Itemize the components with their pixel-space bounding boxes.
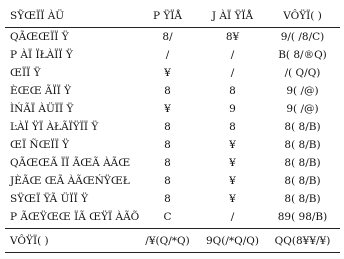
header-cell-col2: J ÀÏ ŸÏÅ: [211, 10, 254, 22]
row-cell-category: QÃŒŒÏÏ Ÿ: [10, 31, 69, 43]
row-cell-col1: /: [165, 49, 170, 61]
table-row: [5, 137, 340, 154]
row-cell-category: SŸŒÏ ŸÃ ÜÏÏ Ÿ: [10, 193, 89, 205]
row-cell-col2: 8: [229, 121, 236, 133]
header-cell-total: VÔŸÏ( ): [283, 10, 322, 22]
row-cell-col1: ¥: [164, 103, 171, 115]
row-cell-col2: 8: [229, 85, 236, 97]
row-cell-col1: 8: [164, 175, 171, 187]
header-cell-category: SỸŒÏÏ ÀÜ: [10, 10, 65, 22]
row-cell-col1: ¥: [164, 67, 171, 79]
row-cell-col2: ¥: [229, 175, 236, 187]
total-cell-total: QQ(8¥¥/¥): [274, 235, 331, 247]
bottom-rule: [5, 252, 340, 253]
row-cell-category: JÈÃŒ ŒÃ ÀÃŒŃŸŒŁ: [10, 175, 130, 187]
row-cell-col2: 9: [229, 103, 236, 115]
row-cell-total: 8( 8/B): [284, 193, 321, 205]
row-cell-col1: 8/: [162, 31, 173, 43]
table-row: [5, 155, 340, 172]
row-cell-category: ŒÏ ÑŒÏÏ Ÿ: [10, 139, 70, 151]
row-cell-total: 9/( /8/C): [280, 31, 325, 43]
table-row: [5, 101, 340, 118]
row-cell-col1: 8: [164, 85, 171, 97]
row-cell-col1: 8: [164, 157, 171, 169]
row-cell-category: ŒÏÏ Ÿ: [10, 67, 41, 79]
row-cell-col1: 8: [164, 193, 171, 205]
row-cell-col2: 8¥: [225, 31, 240, 43]
row-cell-col1: 8: [164, 121, 171, 133]
row-cell-total: 9( /@): [286, 103, 319, 115]
total-cell-label: VÔŸÏ( ): [10, 235, 49, 247]
table-row: [5, 29, 340, 46]
table-header-row: [5, 6, 340, 26]
table-row: [5, 47, 340, 64]
header-cell-col1: P ŸÏÅ: [152, 10, 183, 22]
row-cell-col2: ¥: [229, 157, 236, 169]
row-cell-category: P ÃŒŸŒŒ ÏÃ ŒŸÏ ÀÃÕ: [10, 211, 140, 223]
table-row: [5, 173, 340, 190]
row-cell-col2: ¥: [229, 193, 236, 205]
row-cell-col2: /: [230, 211, 235, 223]
row-cell-total: 8( 8/B): [284, 139, 321, 151]
row-cell-category: ÈŒŒ ÃÏÏ Ÿ: [10, 85, 72, 97]
total-rule: [5, 228, 340, 229]
row-cell-col1: C: [163, 211, 172, 223]
row-cell-total: 8( 8/B): [284, 121, 321, 133]
row-cell-total: 8( 8/B): [284, 157, 321, 169]
row-cell-total: B( 8/®Q): [278, 49, 327, 61]
top-rule: [5, 27, 340, 28]
row-cell-category: QÃŒŒÃ ÏÏ ÃŒÃ ÀÃŒ: [10, 157, 131, 169]
row-cell-col1: 8: [164, 139, 171, 151]
table-total-row: [5, 233, 340, 250]
table-row: [5, 65, 340, 82]
total-cell-col1: /¥(Q/*Q): [145, 235, 190, 247]
row-cell-category: P ÀÏ ÏŁÀÏÏ Ÿ: [10, 49, 73, 61]
table-row: [5, 119, 340, 136]
row-cell-total: /( Q/Q): [284, 67, 321, 79]
table-row: [5, 209, 340, 226]
row-cell-col2: /: [230, 49, 235, 61]
row-cell-total: 89( 98/B): [277, 211, 328, 223]
row-cell-category: ÌŃÃÏ ÀÜÏÏ Ÿ: [10, 103, 74, 115]
row-cell-col2: /: [230, 67, 235, 79]
row-cell-total: 8( 8/B): [284, 175, 321, 187]
table-row: [5, 83, 340, 100]
table-row: [5, 191, 340, 208]
row-cell-category: ĿÀÏ ŸÏ ÀŁÃÏŸÏÏ Ÿ: [10, 121, 99, 133]
row-cell-col2: ¥: [229, 139, 236, 151]
total-cell-col2: 9Q(/*Q/Q): [205, 235, 260, 247]
row-cell-total: 9( /@): [286, 85, 319, 97]
